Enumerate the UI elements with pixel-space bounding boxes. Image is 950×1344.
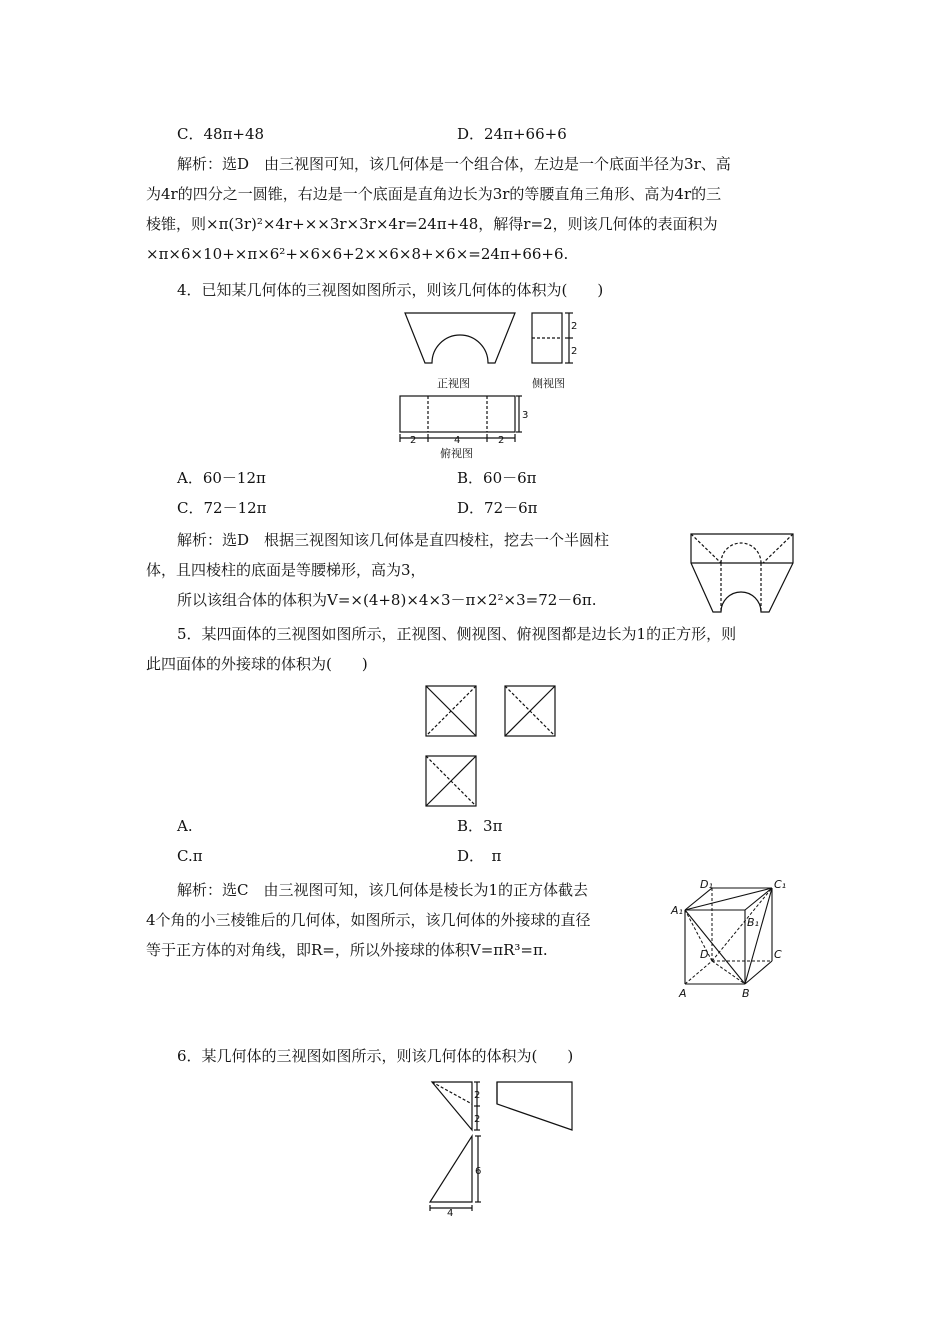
q6-side-view	[497, 1082, 572, 1130]
q6-dim-6: 6	[475, 1166, 482, 1177]
q3-solution-line-3: 棱锥，则×π(3r)²×4r+××3r×3r×4r=24π+48，解得r=2，则该几何体的表面积为	[146, 215, 718, 233]
q4-option-d: D．72－6π	[457, 499, 538, 517]
q4-top-view-label: 俯视图	[440, 447, 473, 460]
q4-option-b: B．60－6π	[457, 469, 537, 487]
q6-question: 6．某几何体的三视图如图所示，则该几何体的体积为( )	[177, 1047, 574, 1065]
cube-label-b1: B₁	[747, 916, 759, 929]
q4-question: 4．已知某几何体的三视图如图所示，则该几何体的体积为( )	[177, 281, 604, 299]
q4-solution-line-1: 解析：选D 根据三视图知该几何体是直四棱柱，挖去一个半圆柱	[177, 531, 610, 549]
q6-top-view	[430, 1136, 481, 1211]
q5-three-view-figure	[420, 682, 565, 809]
q4-top-dim-right: 2	[498, 435, 505, 446]
q6-dim-4: 4	[447, 1208, 454, 1219]
q6-front-view	[432, 1082, 480, 1130]
q5-cube-figure	[670, 876, 802, 1000]
q3-solution-line-1: 解析：选D 由三视图可知，该几何体是一个组合体，左边是一个底面半径为3r、高	[177, 155, 731, 173]
q4-three-view-figure	[395, 305, 590, 460]
q5-question-line-1: 5．某四面体的三视图如图所示，正视图、侧视图、俯视图都是边长为1的正方形，则	[177, 625, 737, 643]
q5-question-line-2: 此四面体的外接球的体积为( )	[146, 655, 368, 673]
q3-option-d: D．24π+66+6	[457, 125, 567, 143]
cube-label-a: A	[679, 987, 687, 1000]
q4-option-c: C．72－12π	[177, 499, 267, 517]
q4-solution-line-2: 体，且四棱柱的底面是等腰梯形，高为3，	[146, 561, 426, 579]
q5-front-view	[426, 686, 476, 736]
cube-label-d: D	[700, 948, 709, 961]
q4-top-dim-middle: 4	[454, 435, 461, 446]
q5-solution-line-3: 等于正方体的对角线，即R=，所以外接球的体积V=πR³=π.	[146, 941, 548, 959]
q3-solution-line-4: ×π×6×10+×π×6²+×6×6+2××6×8+×6×=24π+66+6.	[146, 245, 569, 263]
q5-solution-line-1: 解析：选C 由三视图可知，该几何体是棱长为1的正方体截去	[177, 881, 589, 899]
cube-label-b: B	[742, 987, 750, 1000]
q3-solution-line-2: 为4r的四分之一圆锥，右边是一个底面是直角边长为3r的等腰直角三角形、高为4r的三	[146, 185, 722, 203]
q4-side-view	[532, 313, 573, 363]
q4-top-dim-height: 3	[522, 410, 529, 421]
cube-label-d1: D₁	[700, 878, 713, 891]
q4-top-dim-left: 2	[410, 435, 417, 446]
q5-option-c: C.π	[177, 847, 203, 865]
q4-option-a: A．60－12π	[177, 469, 266, 487]
q5-option-d: D． π	[457, 847, 502, 865]
q5-side-view	[505, 686, 555, 736]
q5-option-b: B．3π	[457, 817, 503, 835]
cube-label-c1: C₁	[774, 878, 787, 891]
cube-label-c: C	[774, 948, 782, 961]
q4-front-view-label: 正视图	[437, 377, 470, 390]
q3-option-c: C．48π+48	[177, 125, 265, 143]
q5-solution-line-2: 4个角的小三棱锥后的几何体，如图所示，该几何体的外接球的直径	[146, 911, 591, 929]
q4-side-dim-lower: 2	[571, 346, 578, 357]
q6-dim-2-lower: 2	[474, 1114, 481, 1125]
q6-dim-2-upper: 2	[474, 1090, 481, 1101]
q4-side-dim-upper: 2	[571, 321, 578, 332]
q4-solution-line-3: 所以该组合体的体积为V=×(4+8)×4×3－π×2²×3=72－6π.	[177, 591, 597, 609]
q5-option-a: A.	[177, 817, 193, 835]
q4-side-view-label: 侧视图	[532, 377, 565, 390]
cube-label-a1: A₁	[671, 904, 683, 917]
q4-front-view	[405, 313, 515, 363]
q4-solution-figure	[686, 528, 798, 616]
q5-top-view	[426, 756, 476, 806]
q6-three-view-figure	[422, 1074, 582, 1220]
